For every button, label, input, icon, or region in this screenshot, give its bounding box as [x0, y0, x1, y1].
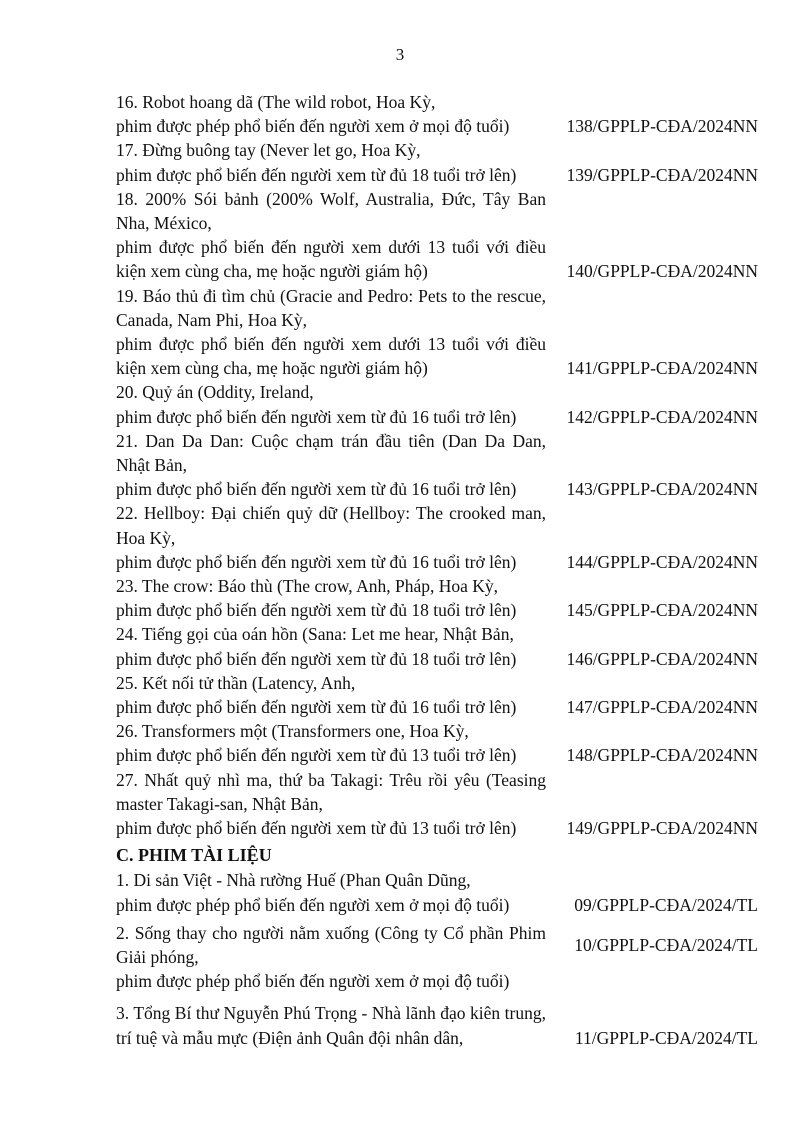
license-code: 145/GPPLP-CĐA/2024NN — [566, 600, 758, 621]
entry-row — [116, 235, 758, 283]
film-condition: phim được phổ biến đến người xem từ đủ 16 tuổi trở lên) — [116, 479, 517, 500]
entry-row — [116, 816, 758, 840]
entry-row — [116, 405, 758, 429]
film-title: 27. Nhất quỷ nhì ma, thứ ba Takagi: Trêu rồi yêu (Teasing master Takagi-san, Nhật Bản, — [116, 769, 546, 814]
entry-row — [116, 695, 758, 719]
list-item — [116, 1001, 758, 1049]
entry-row — [116, 893, 758, 917]
entry-row — [116, 598, 758, 622]
list-item — [116, 574, 758, 622]
list-item — [116, 429, 758, 502]
film-condition: phim được phổ biến đến người xem từ đủ 18 tuổi trở lên) — [116, 600, 517, 621]
film-title: 20. Quỷ án (Oddity, Ireland, — [116, 382, 314, 403]
license-code: 10/GPPLP-CĐA/2024/TL — [574, 934, 758, 955]
license-code: 149/GPPLP-CĐA/2024NN — [566, 818, 758, 839]
entry-row — [116, 114, 758, 138]
license-code: 143/GPPLP-CĐA/2024NN — [566, 479, 758, 500]
film-condition: phim được phổ biến đến người xem từ đủ 13 tuổi trở lên) — [116, 818, 517, 839]
film-title: 3. Tổng Bí thư Nguyễn Phú Trọng - Nhà lãnh đạo kiên trung, trí tuệ và mẫu mực (Điện ảnh Quân đội nhân dân, — [116, 1003, 546, 1048]
license-code: 147/GPPLP-CĐA/2024NN — [566, 697, 758, 718]
license-code: 146/GPPLP-CĐA/2024NN — [566, 648, 758, 669]
film-condition: phim được phổ biến đến người xem từ đủ 18 tuổi trở lên) — [116, 164, 517, 185]
entry-row — [116, 969, 758, 993]
entry-row — [116, 1001, 758, 1049]
film-condition: phim được phổ biến đến người xem từ đủ 16 tuổi trở lên) — [116, 551, 517, 572]
license-code: 141/GPPLP-CĐA/2024NN — [566, 358, 758, 379]
film-title: 2. Sống thay cho người nằm xuống (Công ty Cổ phần Phim Giải phóng, — [116, 922, 546, 967]
license-code: 139/GPPLP-CĐA/2024NN — [566, 164, 758, 185]
film-list — [116, 90, 758, 1050]
license-code: 140/GPPLP-CĐA/2024NN — [566, 261, 758, 282]
film-title: 23. The crow: Báo thù (The crow, Anh, Pháp, Hoa Kỳ, — [116, 576, 499, 597]
film-condition: phim được phép phổ biến đến người xem ở mọi độ tuổi) — [116, 971, 510, 992]
film-condition: phim được phổ biến đến người xem từ đủ 18 tuổi trở lên) — [116, 648, 517, 669]
film-title: 17. Đừng buông tay (Never let go, Hoa Kỳ, — [116, 140, 421, 161]
list-item — [116, 719, 758, 767]
film-title: 21. Dan Da Dan: Cuộc chạm trán đầu tiên (Dan Da Dan, Nhật Bản, — [116, 430, 546, 476]
list-item — [116, 90, 758, 138]
entry-row — [116, 550, 758, 574]
film-title: 18. 200% Sói bảnh (200% Wolf, Australia, Đức, Tây Ban Nha, México, — [116, 188, 546, 234]
license-code: 138/GPPLP-CĐA/2024NN — [566, 116, 758, 137]
list-item — [116, 501, 758, 574]
list-item — [116, 868, 758, 916]
list-item — [116, 187, 758, 284]
license-code: 148/GPPLP-CĐA/2024NN — [566, 745, 758, 766]
entry-row — [116, 477, 758, 501]
license-code: 144/GPPLP-CĐA/2024NN — [566, 551, 758, 572]
entry-row — [116, 921, 758, 969]
license-code: 142/GPPLP-CĐA/2024NN — [566, 406, 758, 427]
film-condition: phim được phép phổ biến đến người xem ở mọi độ tuổi) — [116, 116, 510, 137]
film-title: 24. Tiếng gọi của oán hồn (Sana: Let me hear, Nhật Bản, — [116, 624, 514, 645]
entry-row — [116, 647, 758, 671]
section-heading: C. PHIM TÀI LIỆU — [116, 845, 272, 866]
film-title: 1. Di sản Việt - Nhà rường Huế (Phan Quân Dũng, — [116, 870, 471, 891]
entry-row — [116, 743, 758, 767]
entry-row — [116, 163, 758, 187]
license-code: 11/GPPLP-CĐA/2024/TL — [574, 1027, 758, 1048]
list-item — [116, 768, 758, 841]
film-condition: phim được phổ biến đến người xem từ đủ 13 tuổi trở lên) — [116, 745, 517, 766]
film-title: 22. Hellboy: Đại chiến quỷ dữ (Hellboy: The crooked man, Hoa Kỳ, — [116, 503, 546, 548]
film-title: 25. Kết nối tử thần (Latency, Anh, — [116, 672, 356, 693]
list-item — [116, 284, 758, 381]
list-item — [116, 921, 758, 994]
film-title: 16. Robot hoang dã (The wild robot, Hoa Kỳ, — [116, 92, 436, 112]
film-condition: phim được phổ biến đến người xem dưới 13 tuổi với điều kiện xem cùng cha, mẹ hoặc người giám hộ) — [116, 334, 546, 379]
film-condition: phim được phép phổ biến đến người xem ở mọi độ tuổi) — [116, 894, 510, 915]
film-condition: phim được phổ biến đến người xem từ đủ 16 tuổi trở lên) — [116, 406, 517, 427]
film-condition: phim được phổ biến đến người xem từ đủ 16 tuổi trở lên) — [116, 697, 517, 718]
list-item — [116, 671, 758, 719]
list-item — [116, 138, 758, 186]
film-condition: phim được phổ biến đến người xem dưới 13 tuổi với điều kiện xem cùng cha, mẹ hoặc người giám hộ) — [116, 237, 546, 282]
film-title: 26. Transformers một (Transformers one, Hoa Kỳ, — [116, 721, 469, 742]
film-title: 19. Báo thủ đi tìm chủ (Gracie and Pedro: Pets to the rescue, Canada, Nam Phi, Hoa Kỳ, — [116, 285, 546, 330]
page-number: 3 — [395, 45, 405, 64]
list-item — [116, 380, 758, 428]
entry-row — [116, 332, 758, 380]
license-code: 09/GPPLP-CĐA/2024/TL — [574, 894, 758, 915]
list-item — [116, 622, 758, 670]
